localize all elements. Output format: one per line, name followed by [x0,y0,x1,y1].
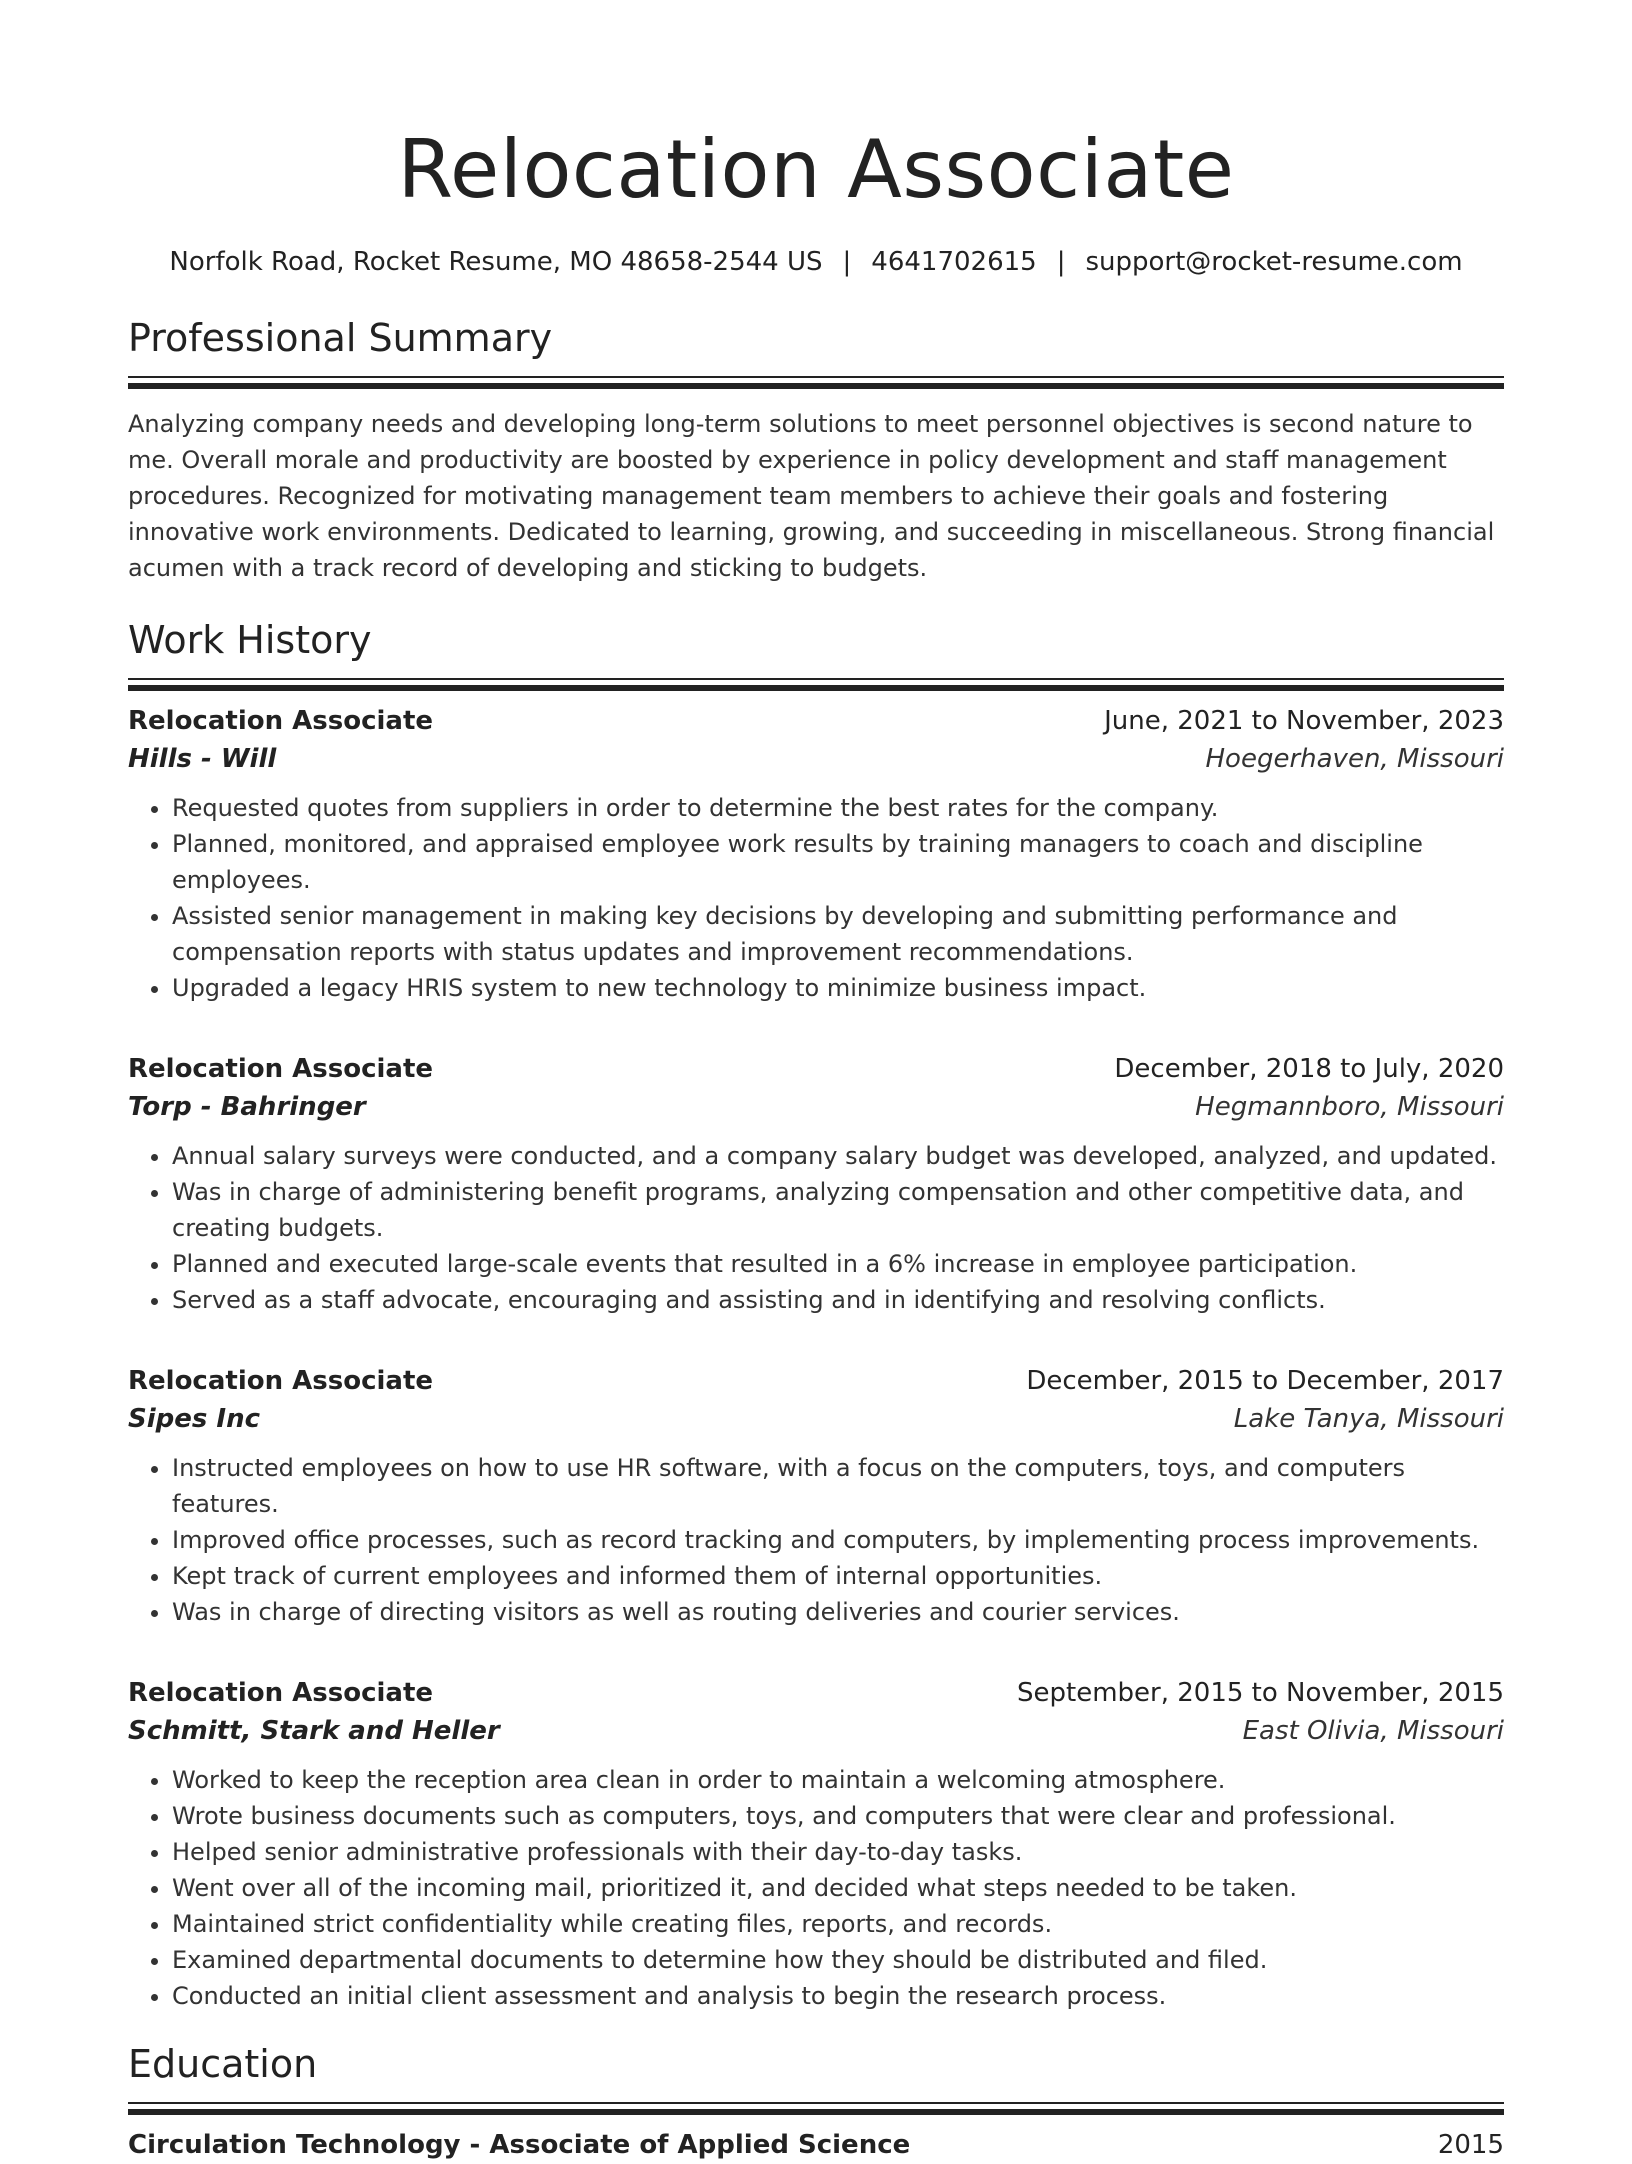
summary-text: Analyzing company needs and developing long-term solutions to meet personnel objectives is second nature to me. Overall morale and productivity are boosted by experience in policy development and staff management procedures. Recognized for motivating management team members to achieve their goals and fostering innovative work environments. Dedicated to learning, growing, and succeeding in miscellaneous. Strong financial acumen with a track record of developing and sticking to budgets. [128,410,1495,582]
section-divider [128,376,1504,386]
candidate-name: Relocation Associate [397,123,1235,216]
contact-email: support@rocket-resume.com [1085,247,1463,277]
job-dates: December, 2018 to July, 2020 [1114,1054,1504,1084]
job-bullets [128,1138,1504,1318]
job-bullet: • Served as a staff advocate, encouraging and assisting and in identifying and resolving conflicts. [172,1282,1504,1318]
contact-separator: | [842,247,852,277]
job-title: Relocation Associate [128,706,434,736]
job-location: Hegmannboro, Missouri [1195,1092,1504,1122]
section-divider [128,2102,1504,2112]
job-title: Relocation Associate [128,1678,434,1708]
section-divider [128,678,1504,688]
job-bullet: • Went over all of the incoming mail, prioritized it, and decided what steps needed to be taken. [172,1870,1504,1906]
job-entry [128,1050,1504,1318]
education-degree: Circulation Technology - Associate of Applied Science [128,2130,911,2160]
job-location: Lake Tanya, Missouri [1233,1404,1504,1434]
section-title-education: Education [128,2042,318,2086]
contact-separator: | [1056,247,1066,277]
job-dates: December, 2015 to December, 2017 [1026,1366,1504,1396]
job-bullet: • Planned and executed large-scale events that resulted in a 6% increase in employee participation. [172,1246,1504,1282]
job-bullet: • Annual salary surveys were conducted, and a company salary budget was developed, analyzed, and updated. [172,1138,1504,1174]
job-bullets [128,790,1504,1006]
job-bullet: • Was in charge of administering benefit programs, analyzing compensation and other competitive data, and creating budgets. [172,1174,1504,1246]
job-bullets [128,1450,1504,1630]
job-bullets [128,1762,1504,2014]
job-bullet: • Requested quotes from suppliers in order to determine the best rates for the company. [172,790,1504,826]
job-bullet: • Helped senior administrative professionals with their day-to-day tasks. [172,1834,1504,1870]
job-location: East Olivia, Missouri [1242,1716,1504,1746]
job-bullet: • Instructed employees on how to use HR software, with a focus on the computers, toys, and computers features. [172,1450,1504,1522]
job-company: Sipes Inc [128,1404,261,1434]
job-bullet: • Assisted senior management in making key decisions by developing and submitting performance and compensation reports with status updates and improvement recommendations. [172,898,1504,970]
job-bullet: • Worked to keep the reception area clean in order to maintain a welcoming atmosphere. [172,1762,1504,1798]
section-title-summary: Professional Summary [128,316,553,360]
contact-phone: 4641702615 [871,247,1037,277]
job-bullet: • Conducted an initial client assessment and analysis to begin the research process. [172,1978,1504,2014]
job-company: Schmitt, Stark and Heller [128,1716,500,1746]
job-bullet: • Improved office processes, such as record tracking and computers, by implementing process improvements. [172,1522,1504,1558]
job-bullet: • Maintained strict confidentiality while creating files, reports, and records. [172,1906,1504,1942]
education-year: 2015 [1437,2130,1504,2160]
job-dates: June, 2021 to November, 2023 [1104,706,1504,736]
resume-page [128,0,1504,2164]
work-history-section [128,616,1504,2014]
job-bullet: • Examined departmental documents to determine how they should be distributed and filed. [172,1942,1504,1978]
job-company: Torp - Bahringer [128,1092,366,1122]
education-section [128,2040,1504,2164]
job-bullet: • Kept track of current employees and informed them of internal opportunities. [172,1558,1504,1594]
job-bullet: • Planned, monitored, and appraised employee work results by training managers to coach and discipline employees. [172,826,1504,898]
job-entry [128,1362,1504,1630]
job-dates: September, 2015 to November, 2015 [1017,1678,1504,1708]
contact-address: Norfolk Road, Rocket Resume, MO 48658-2544 US [169,247,823,277]
job-bullet: • Wrote business documents such as computers, toys, and computers that were clear and professional. [172,1798,1504,1834]
job-location: Hoegerhaven, Missouri [1205,744,1504,774]
education-entry [128,2126,1504,2164]
job-company: Hills - Will [128,744,277,774]
job-title: Relocation Associate [128,1054,434,1084]
job-entry [128,1674,1504,2014]
job-bullet: • Was in charge of directing visitors as well as routing deliveries and courier services. [172,1594,1504,1630]
job-entry [128,702,1504,1006]
job-title: Relocation Associate [128,1366,434,1396]
summary-section [128,314,1504,586]
job-bullet: • Upgraded a legacy HRIS system to new technology to minimize business impact. [172,970,1504,1006]
contact-line [128,244,1504,280]
section-title-work-history: Work History [128,618,372,662]
